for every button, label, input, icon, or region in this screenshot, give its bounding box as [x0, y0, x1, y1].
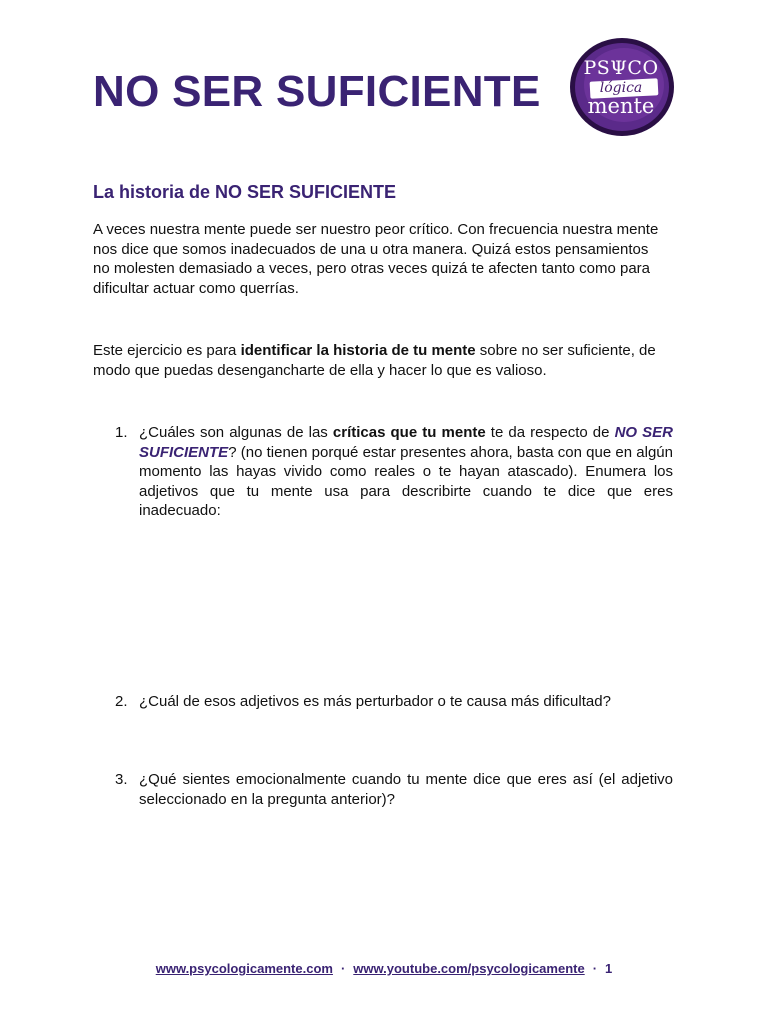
question-number: 1. [115, 424, 128, 441]
logo-line-logica: lógica [599, 80, 643, 96]
question-number: 2. [115, 693, 128, 710]
logo-line-mente: mente [587, 94, 655, 118]
q1-mid: te da respecto de [485, 424, 615, 441]
q1-post: ? (no tienen porqué estar presentes ahora, basta con que en algún momento las hayas vivido como reales o te hayan atascado). Enumera los adjetivos que tu mente usa para describirte cuando te dice que eres inadecuado: [139, 443, 673, 519]
section-subtitle: La historia de NO SER SUFICIENTE [93, 182, 397, 202]
page-number: 1 [605, 961, 613, 976]
footer-separator: · [592, 961, 598, 976]
q1-emphasis: NO SER SUFICIENTE [139, 424, 673, 461]
q1-pre: ¿Cuáles son algunas de las [139, 424, 333, 441]
footer [0, 961, 768, 976]
question-1 [115, 423, 673, 521]
exercise-text-after: sobre no ser suficiente, de modo que puedas desengancharte de ella y hacer lo que es valioso. [93, 342, 656, 379]
exercise-paragraph [93, 341, 663, 380]
exercise-text-before: Este ejercicio es para [93, 342, 241, 359]
intro-paragraph: A veces nuestra mente puede ser nuestro peor crítico. Con frecuencia nuestra mente nos dice que somos inadecuados de una u otra manera. Quizá estos pensamientos no molesten demasiado a veces, pero otras veces quizá te afecten tanto como para dificultar actuar como querrías. [93, 221, 659, 297]
question-text: ¿Cuál de esos adjetivos es más perturbador o te causa más dificultad? [139, 693, 611, 710]
q1-bold: críticas que tu mente [332, 424, 486, 441]
question-number: 3. [115, 771, 128, 788]
logo-line-psyco: PSΨCO [583, 57, 659, 79]
question-text: ¿Qué sientes emocionalmente cuando tu mente dice que eres así (el adjetivo seleccionado en la pregunta anterior)? [139, 771, 673, 808]
psycologicamente-logo [566, 36, 676, 138]
question-3 [115, 770, 673, 809]
question-text [139, 423, 673, 521]
youtube-link[interactable]: www.youtube.com/psycologicamente [353, 961, 585, 976]
exercise-text-bold: identificar la historia de tu mente [240, 342, 476, 359]
page-title: NO SER SUFICIENTE [93, 67, 541, 116]
website-link[interactable]: www.psycologicamente.com [155, 961, 333, 976]
question-2 [115, 692, 673, 712]
footer-separator: · [340, 961, 346, 976]
